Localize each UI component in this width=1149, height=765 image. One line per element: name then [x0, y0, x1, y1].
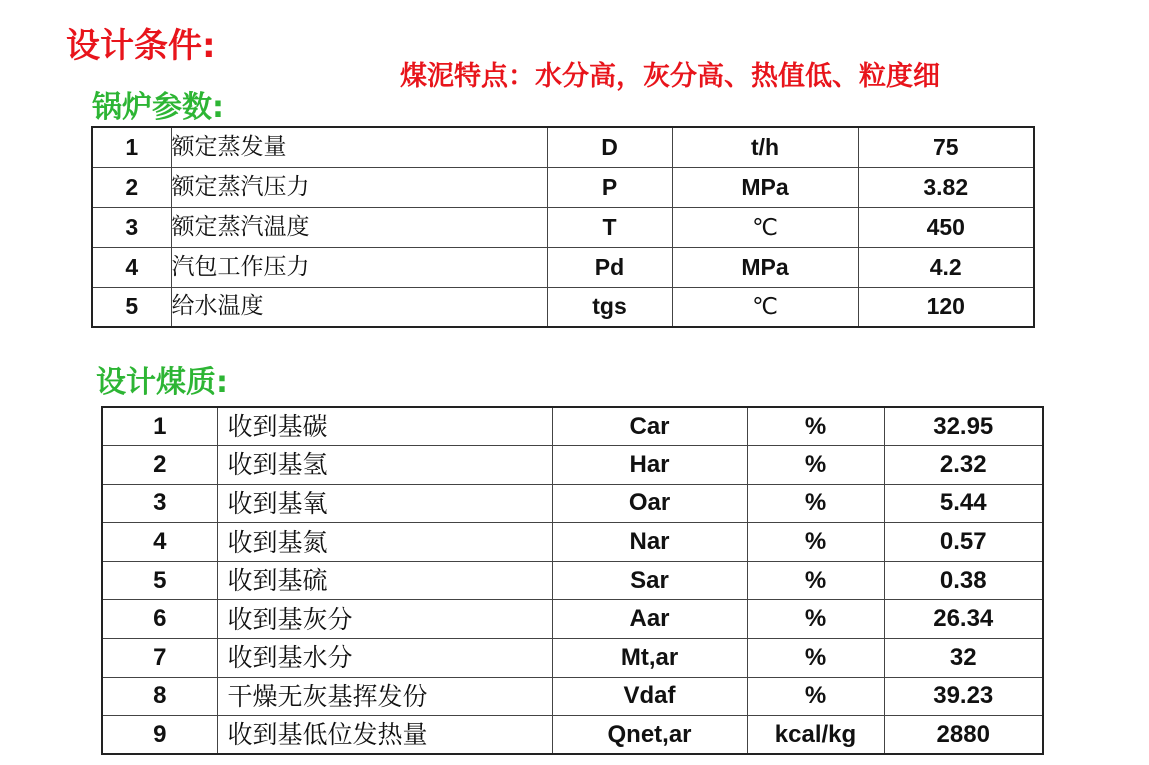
- param-name: 额定蒸发量: [171, 127, 547, 167]
- param-name: 收到基水分: [217, 639, 552, 678]
- table-row: [102, 523, 1043, 562]
- param-name: 汽包工作压力: [171, 247, 547, 287]
- row-number: 4: [102, 523, 217, 562]
- param-unit: MPa: [672, 247, 858, 287]
- param-unit: kcal/kg: [747, 716, 884, 755]
- param-symbol: Har: [552, 446, 747, 485]
- row-number: 1: [92, 127, 171, 167]
- param-unit: %: [747, 561, 884, 600]
- table-row: [92, 287, 1034, 327]
- row-number: 5: [102, 561, 217, 600]
- row-number: 2: [102, 446, 217, 485]
- param-value: 2880: [884, 716, 1043, 755]
- param-symbol: Oar: [552, 484, 747, 523]
- param-name: 额定蒸汽压力: [171, 167, 547, 207]
- table-row: [102, 561, 1043, 600]
- coal-quality-heading: 设计煤质:: [96, 365, 228, 400]
- row-number: 6: [102, 600, 217, 639]
- param-unit: %: [747, 523, 884, 562]
- table-row: [102, 446, 1043, 485]
- param-value: 3.82: [858, 167, 1034, 207]
- boiler-params-table: [91, 126, 1035, 328]
- table-row: [92, 127, 1034, 167]
- param-unit: t/h: [672, 127, 858, 167]
- param-value: 26.34: [884, 600, 1043, 639]
- table-row: [92, 247, 1034, 287]
- row-number: 3: [102, 484, 217, 523]
- param-symbol: Vdaf: [552, 677, 747, 716]
- param-value: 4.2: [858, 247, 1034, 287]
- table-row: [102, 677, 1043, 716]
- param-value: 75: [858, 127, 1034, 167]
- param-value: 120: [858, 287, 1034, 327]
- param-unit: %: [747, 446, 884, 485]
- param-symbol: Sar: [552, 561, 747, 600]
- param-unit: %: [747, 407, 884, 446]
- param-name: 收到基氮: [217, 523, 552, 562]
- param-name: 收到基低位发热量: [217, 716, 552, 755]
- coal-quality-table: [101, 406, 1044, 755]
- param-value: 450: [858, 207, 1034, 247]
- param-name: 收到基硫: [217, 561, 552, 600]
- param-value: 32.95: [884, 407, 1043, 446]
- param-unit: %: [747, 484, 884, 523]
- param-symbol: P: [547, 167, 672, 207]
- row-number: 8: [102, 677, 217, 716]
- param-symbol: Pd: [547, 247, 672, 287]
- row-number: 7: [102, 639, 217, 678]
- param-value: 5.44: [884, 484, 1043, 523]
- param-name: 收到基碳: [217, 407, 552, 446]
- param-symbol: Nar: [552, 523, 747, 562]
- page-title: 设计条件:: [66, 26, 216, 66]
- param-name: 收到基氧: [217, 484, 552, 523]
- table-row: [102, 716, 1043, 755]
- param-symbol: Mt,ar: [552, 639, 747, 678]
- row-number: 5: [92, 287, 171, 327]
- param-unit: ℃: [672, 287, 858, 327]
- param-symbol: Car: [552, 407, 747, 446]
- param-value: 32: [884, 639, 1043, 678]
- table-row: [102, 639, 1043, 678]
- param-value: 0.57: [884, 523, 1043, 562]
- row-number: 1: [102, 407, 217, 446]
- coal-characteristics-note: 煤泥特点：水分高，灰分高、热值低、粒度细: [400, 61, 940, 92]
- param-name: 给水温度: [171, 287, 547, 327]
- param-unit: %: [747, 677, 884, 716]
- param-name: 额定蒸汽温度: [171, 207, 547, 247]
- param-value: 39.23: [884, 677, 1043, 716]
- param-name: 收到基氢: [217, 446, 552, 485]
- param-symbol: Aar: [552, 600, 747, 639]
- table-row: [102, 600, 1043, 639]
- param-name: 收到基灰分: [217, 600, 552, 639]
- param-unit: ℃: [672, 207, 858, 247]
- param-name: 干燥无灰基挥发份: [217, 677, 552, 716]
- table-row: [92, 207, 1034, 247]
- row-number: 2: [92, 167, 171, 207]
- row-number: 9: [102, 716, 217, 755]
- param-symbol: tgs: [547, 287, 672, 327]
- row-number: 4: [92, 247, 171, 287]
- param-unit: %: [747, 600, 884, 639]
- param-value: 2.32: [884, 446, 1043, 485]
- table-row: [102, 484, 1043, 523]
- param-unit: %: [747, 639, 884, 678]
- param-symbol: D: [547, 127, 672, 167]
- param-symbol: Qnet,ar: [552, 716, 747, 755]
- table-row: [92, 167, 1034, 207]
- boiler-params-heading: 锅炉参数:: [92, 90, 224, 125]
- row-number: 3: [92, 207, 171, 247]
- table-row: [102, 407, 1043, 446]
- param-unit: MPa: [672, 167, 858, 207]
- param-value: 0.38: [884, 561, 1043, 600]
- param-symbol: T: [547, 207, 672, 247]
